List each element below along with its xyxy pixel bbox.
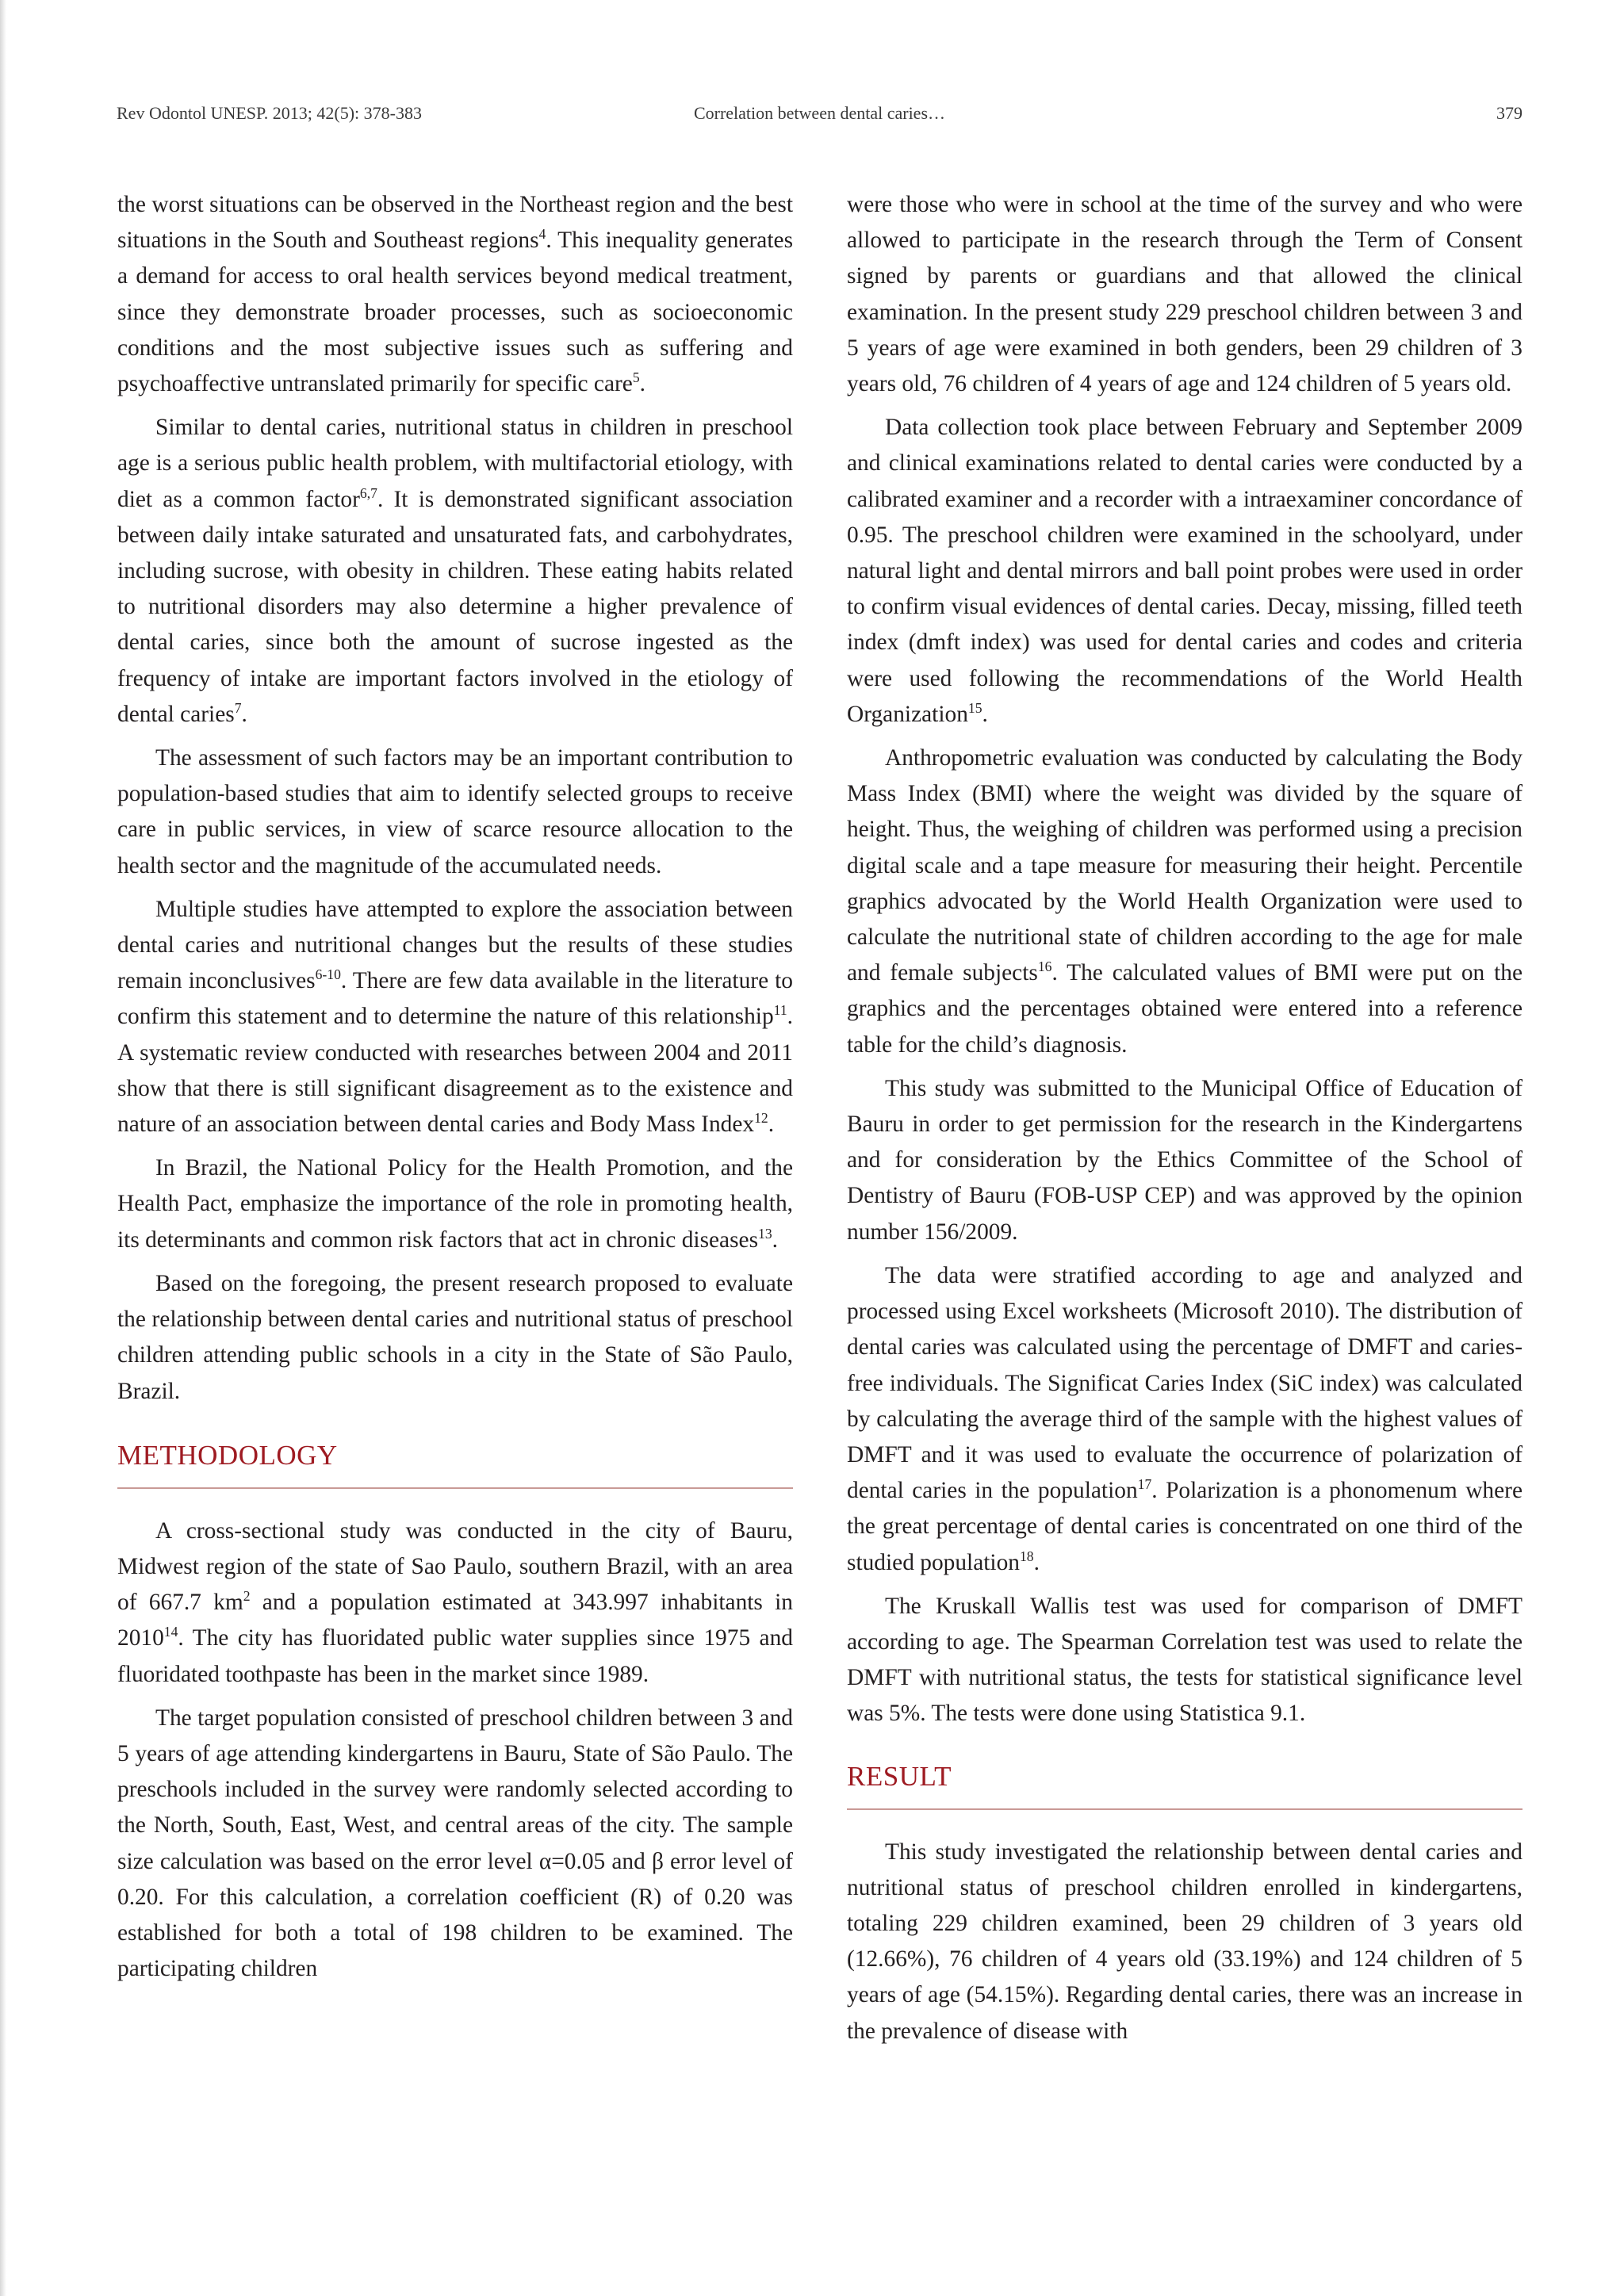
paragraph-text: . xyxy=(639,371,646,397)
citation-superscript: 4 xyxy=(538,226,546,243)
paragraph-text: and a population estimated at 343.997 inhabitants in 2010 xyxy=(117,1590,793,1651)
citation-superscript: 17 xyxy=(1137,1476,1152,1493)
citation-superscript: 2 xyxy=(243,1588,251,1605)
citation-superscript: 7 xyxy=(234,700,242,717)
paragraph-text: Data collection took place between February and September 2009 and clinical examinations related to dental caries were conducted by a calibrated examiner and a recorder with a intraexaminer concordance of 0.95. The preschool children were examined in the schoolyard, under natural light and dental mirrors and ball point probes were used in order to confirm visual evidences of dental caries. Decay, missing, filled teeth index (dmft index) was used for dental caries and codes and criteria were used following the recommendations of the World Health Organization xyxy=(847,415,1522,727)
paragraph-text: . xyxy=(768,1112,775,1138)
citation-superscript: 13 xyxy=(758,1225,772,1242)
citation-superscript: 16 xyxy=(1037,959,1052,975)
paragraph-study-design xyxy=(117,1513,793,1693)
paragraph-regional-inequality xyxy=(117,187,793,402)
paragraph-participants xyxy=(847,187,1522,402)
paragraph-target-population xyxy=(117,1701,793,1988)
paragraph-text: the worst situations can be observed in the Northeast region and the best situations in the South and Southeast regions xyxy=(117,192,793,254)
citation-superscript: 18 xyxy=(1019,1548,1034,1564)
citation-superscript: 15 xyxy=(967,700,982,717)
paragraph-text: This study investigated the relationship between dental caries and nutritional status of preschool children enrolled in kindergartens, totaling 229 children examined, been 29 children of 3 years old (12.66%), 76 children of 4 years old (33.19%) and 124 children of 5 years of age (54.15%). Regarding dental caries, there was an increase in the prevalence of disease with xyxy=(847,1839,1522,2044)
paragraph-assessment xyxy=(117,740,793,884)
methodology-heading: METHODOLOGY xyxy=(117,1438,793,1489)
paragraph-text: Based on the foregoing, the present research proposed to evaluate the relationship between dental caries and nutritional status of preschool children attending public schools in a city in the State of São Paulo, Brazil. xyxy=(117,1270,793,1404)
paragraph-text: The assessment of such factors may be an important contribution to population-based studies that aim to identify selected groups to receive care in public services, in view of scarce resource allocation to the health sector and the magnitude of the accumulated needs. xyxy=(117,745,793,878)
citation-superscript: 12 xyxy=(754,1110,768,1127)
paragraph-text: . xyxy=(772,1226,778,1253)
paragraph-data-collection xyxy=(847,410,1522,733)
paragraph-text: . A systematic review conducted with researches between 2004 and 2011 show that there is still significant disagreement as to the existence and nature of an association between dental caries and Body Mass Index xyxy=(117,1004,793,1138)
paragraph-data-analysis xyxy=(847,1258,1522,1581)
paragraph-text: A cross-sectional study was conducted in the city of Bauru, Midwest region of the state of Sao Paulo, southern Brazil, with an area of 667.7 km xyxy=(117,1517,793,1616)
citation-superscript: 14 xyxy=(163,1624,178,1640)
paragraph-text: Similar to dental caries, nutritional status in children in preschool age is a serious public health problem, with multifactorial etiology, with diet as a common factor xyxy=(117,415,793,512)
paragraph-text: . The calculated values of BMI were put on the graphics and the percentages obtained were entered into a reference table for the child’s diagnosis. xyxy=(847,960,1522,1058)
paragraph-text: . This inequality generates a demand for access to oral health services beyond medical treatment, since they demonstrate broader processes, such as socioeconomic conditions and the most subjective issues such as suffering and psychoaffective untranslated primarily for specific care xyxy=(117,228,794,397)
paragraph-multiple-studies xyxy=(117,892,793,1142)
paragraph-text: In Brazil, the National Policy for the Health Promotion, and the Health Pact, emphasize the importance of the role in promoting health, its determinants and common risk factors that act in chronic diseases xyxy=(117,1155,793,1253)
journal-citation: Rev Odontol UNESP. 2013; 42(5): 378-383 xyxy=(117,103,422,123)
paragraph-statistical-tests xyxy=(847,1589,1522,1732)
paragraph-text: . It is demonstrated significant association between daily intake saturated and unsaturated fats, and carbohydrates, including sucrose, with obesity in children. These eating habits related to nutritional disorders may also determine a higher prevalence of dental caries, since both the amount of sucrose ingested as the frequency of intake are important factors involved in the etiology of dental caries xyxy=(117,486,793,727)
paragraph-text: were those who were in school at the time of the survey and who were allowed to participate in the research through the Term of Consent signed by parents or guardians and that allowed the clinical examination. In the present study 229 preschool children between 3 and 5 years of age were examined in both genders, been 29 children of 3 years old, 76 children of 4 years of age and 124 children of 5 years old. xyxy=(847,192,1522,397)
page-number: 379 xyxy=(1496,103,1522,123)
right-column xyxy=(847,187,1522,2057)
citation-superscript: 6-10 xyxy=(315,966,341,983)
result-heading: RESULT xyxy=(847,1759,1522,1810)
left-column xyxy=(117,187,793,1995)
paragraph-text: Anthropometric evaluation was conducted by calculating the Body Mass Index (BMI) where the weight was divided by the square of height. Thus, the weighing of children was performed using a precision digital scale and a tape measure for measuring their height. Percentile graphics advocated by the World Health Organization were used to calculate the nutritional state of children according to the age for male and female subjects xyxy=(847,745,1522,986)
paragraph-text: . xyxy=(982,701,988,727)
paragraph-text: . The city has fluoridated public water supplies since 1975 and fluoridated toothpaste has been in the market since 1989. xyxy=(117,1625,793,1687)
paragraph-text: . xyxy=(241,701,247,727)
paragraph-research-aim xyxy=(117,1266,793,1410)
paragraph-text: The Kruskall Wallis test was used for comparison of DMFT according to age. The Spearman Correlation test was used to relate the DMFT with nutritional status, the tests for statistical significance level was 5%. The tests were done using Statistica 9.1. xyxy=(847,1593,1522,1727)
page-binding-edge xyxy=(0,0,6,2296)
paragraph-text: The data were stratified according to age and analyzed and processed using Excel worksheets (Microsoft 2010). The distribution of dental caries was calculated using the percentage of DMFT and caries-free individuals. The Significat Caries Index (SiC index) was calculated by calculating the average third of the sample with the highest values of DMFT and it was used to evaluate the occurrence of polarization of dental caries in the population xyxy=(847,1262,1522,1504)
paragraph-text: . xyxy=(1033,1549,1040,1575)
paragraph-ethics xyxy=(847,1071,1522,1250)
paragraph-anthropometric xyxy=(847,740,1522,1063)
paragraph-text: . There are few data available in the literature to confirm this statement and to determine the nature of this relationship xyxy=(117,968,793,1030)
paragraph-text: This study was submitted to the Municipal Office of Education of Bauru in order to get permission for the research in the Kindergartens and for consideration by the Ethics Committee of the School of Dentistry of Bauru (FOB-USP CEP) and was approved by the opinion number 156/2009. xyxy=(847,1075,1522,1245)
citation-superscript: 11 xyxy=(773,1002,787,1019)
paragraph-text: Multiple studies have attempted to explore the association between dental caries and nutritional changes but the results of these studies remain inconclusives xyxy=(117,896,793,994)
running-title: Correlation between dental caries… xyxy=(693,103,946,123)
paragraph-text: . Polarization is a phonomenum where the great percentage of dental caries is concentrated on one third of the studied population xyxy=(847,1478,1522,1575)
paragraph-result-summary xyxy=(847,1835,1522,2049)
running-header xyxy=(117,103,1522,135)
paragraph-nutritional-status xyxy=(117,410,793,733)
citation-superscript: 5 xyxy=(632,369,640,386)
paragraph-brazil-policy xyxy=(117,1150,793,1258)
citation-superscript: 6,7 xyxy=(359,484,377,501)
paragraph-text: The target population consisted of preschool children between 3 and 5 years of age attending kindergartens in Bauru, State of São Paulo. The preschools included in the survey were randomly selected according to the North, South, East, West, and central areas of the city. The sample size calculation was based on the error level α=0.05 and β error level of 0.20. For this calculation, a correlation coefficient (R) of 0.20 was established for both a total of 198 children to be examined. The participating children xyxy=(117,1705,793,1982)
